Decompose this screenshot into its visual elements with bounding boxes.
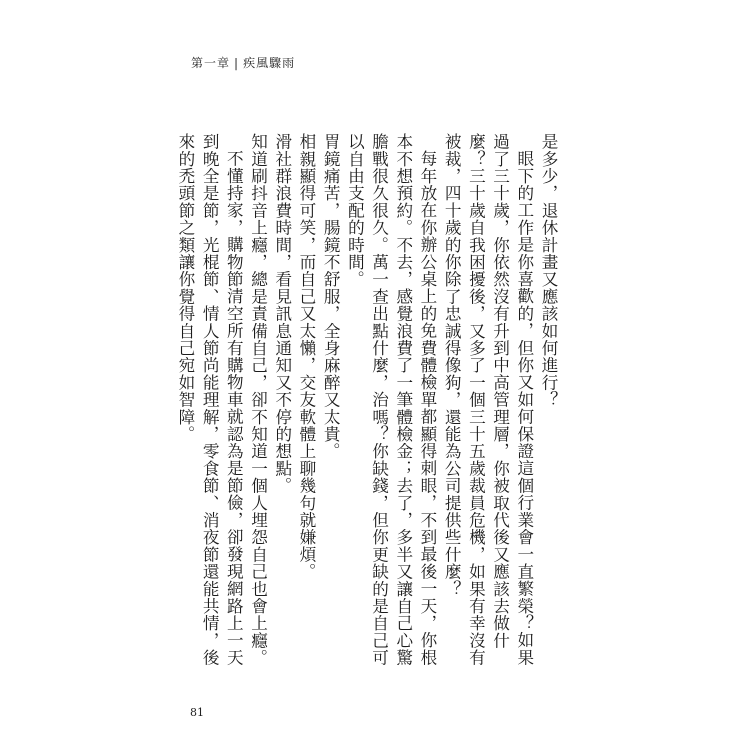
header-separator: | (234, 56, 240, 70)
paragraph: 眼下的工作是你喜歡的，但你又如何保證這個行業會一直繁榮？如果過了三十歲，你依然沒有升到中高管理層，你被取代後又應該去做什麼？三十歲自我困擾後，又多了一個三十五歲裁員危機，如果有幸沒有被裁，四十歲的你除了忠誠得像狗，還能為公司提供些什麼？ (442, 133, 534, 667)
paragraph: 滑社群浪費時間，看見訊息通知又不停的想點。 (272, 133, 292, 495)
paragraph: 胃鏡痛苦，腸鏡不舒服，全身麻醉又太貴。 (321, 133, 341, 460)
chapter-title: 疾風驟雨 (243, 56, 296, 70)
running-head (191, 54, 295, 71)
body-text (175, 133, 560, 678)
paragraph: 相親顯得可笑，而自己又太懶，交友軟體上聊幾句就嫌煩。 (296, 133, 316, 581)
page-number: 81 (190, 706, 204, 719)
paragraph: 是多少，退休計畫又應該如何進行？ (539, 133, 558, 409)
chapter-number: 第一章 (191, 56, 231, 70)
paragraph: 知道刷抖音上癮，總是責備自己，卻不知道一個人埋怨自己也會上癮。 (248, 133, 268, 667)
paragraph: 不懂持家，購物節清空所有購物車就認為是節儉，卻發現網路上一天到晚全是節，光棍節、情人節尚能理解，零食節、消夜節還能共情，後來的禿頭節之類讓你覺得自己宛如智障。 (175, 133, 244, 667)
paragraph: 每年放在你辦公桌上的免費體檢單都顯得刺眼，不到最後一天，你根本不想預約。不去，感覺浪費了一筆體檢金；去了，多半又讓自己心驚膽戰很久很久。萬一查出點什麼，治嗎？你缺錢，但你更缺的是自己可以自由支配的時間。 (345, 133, 437, 667)
